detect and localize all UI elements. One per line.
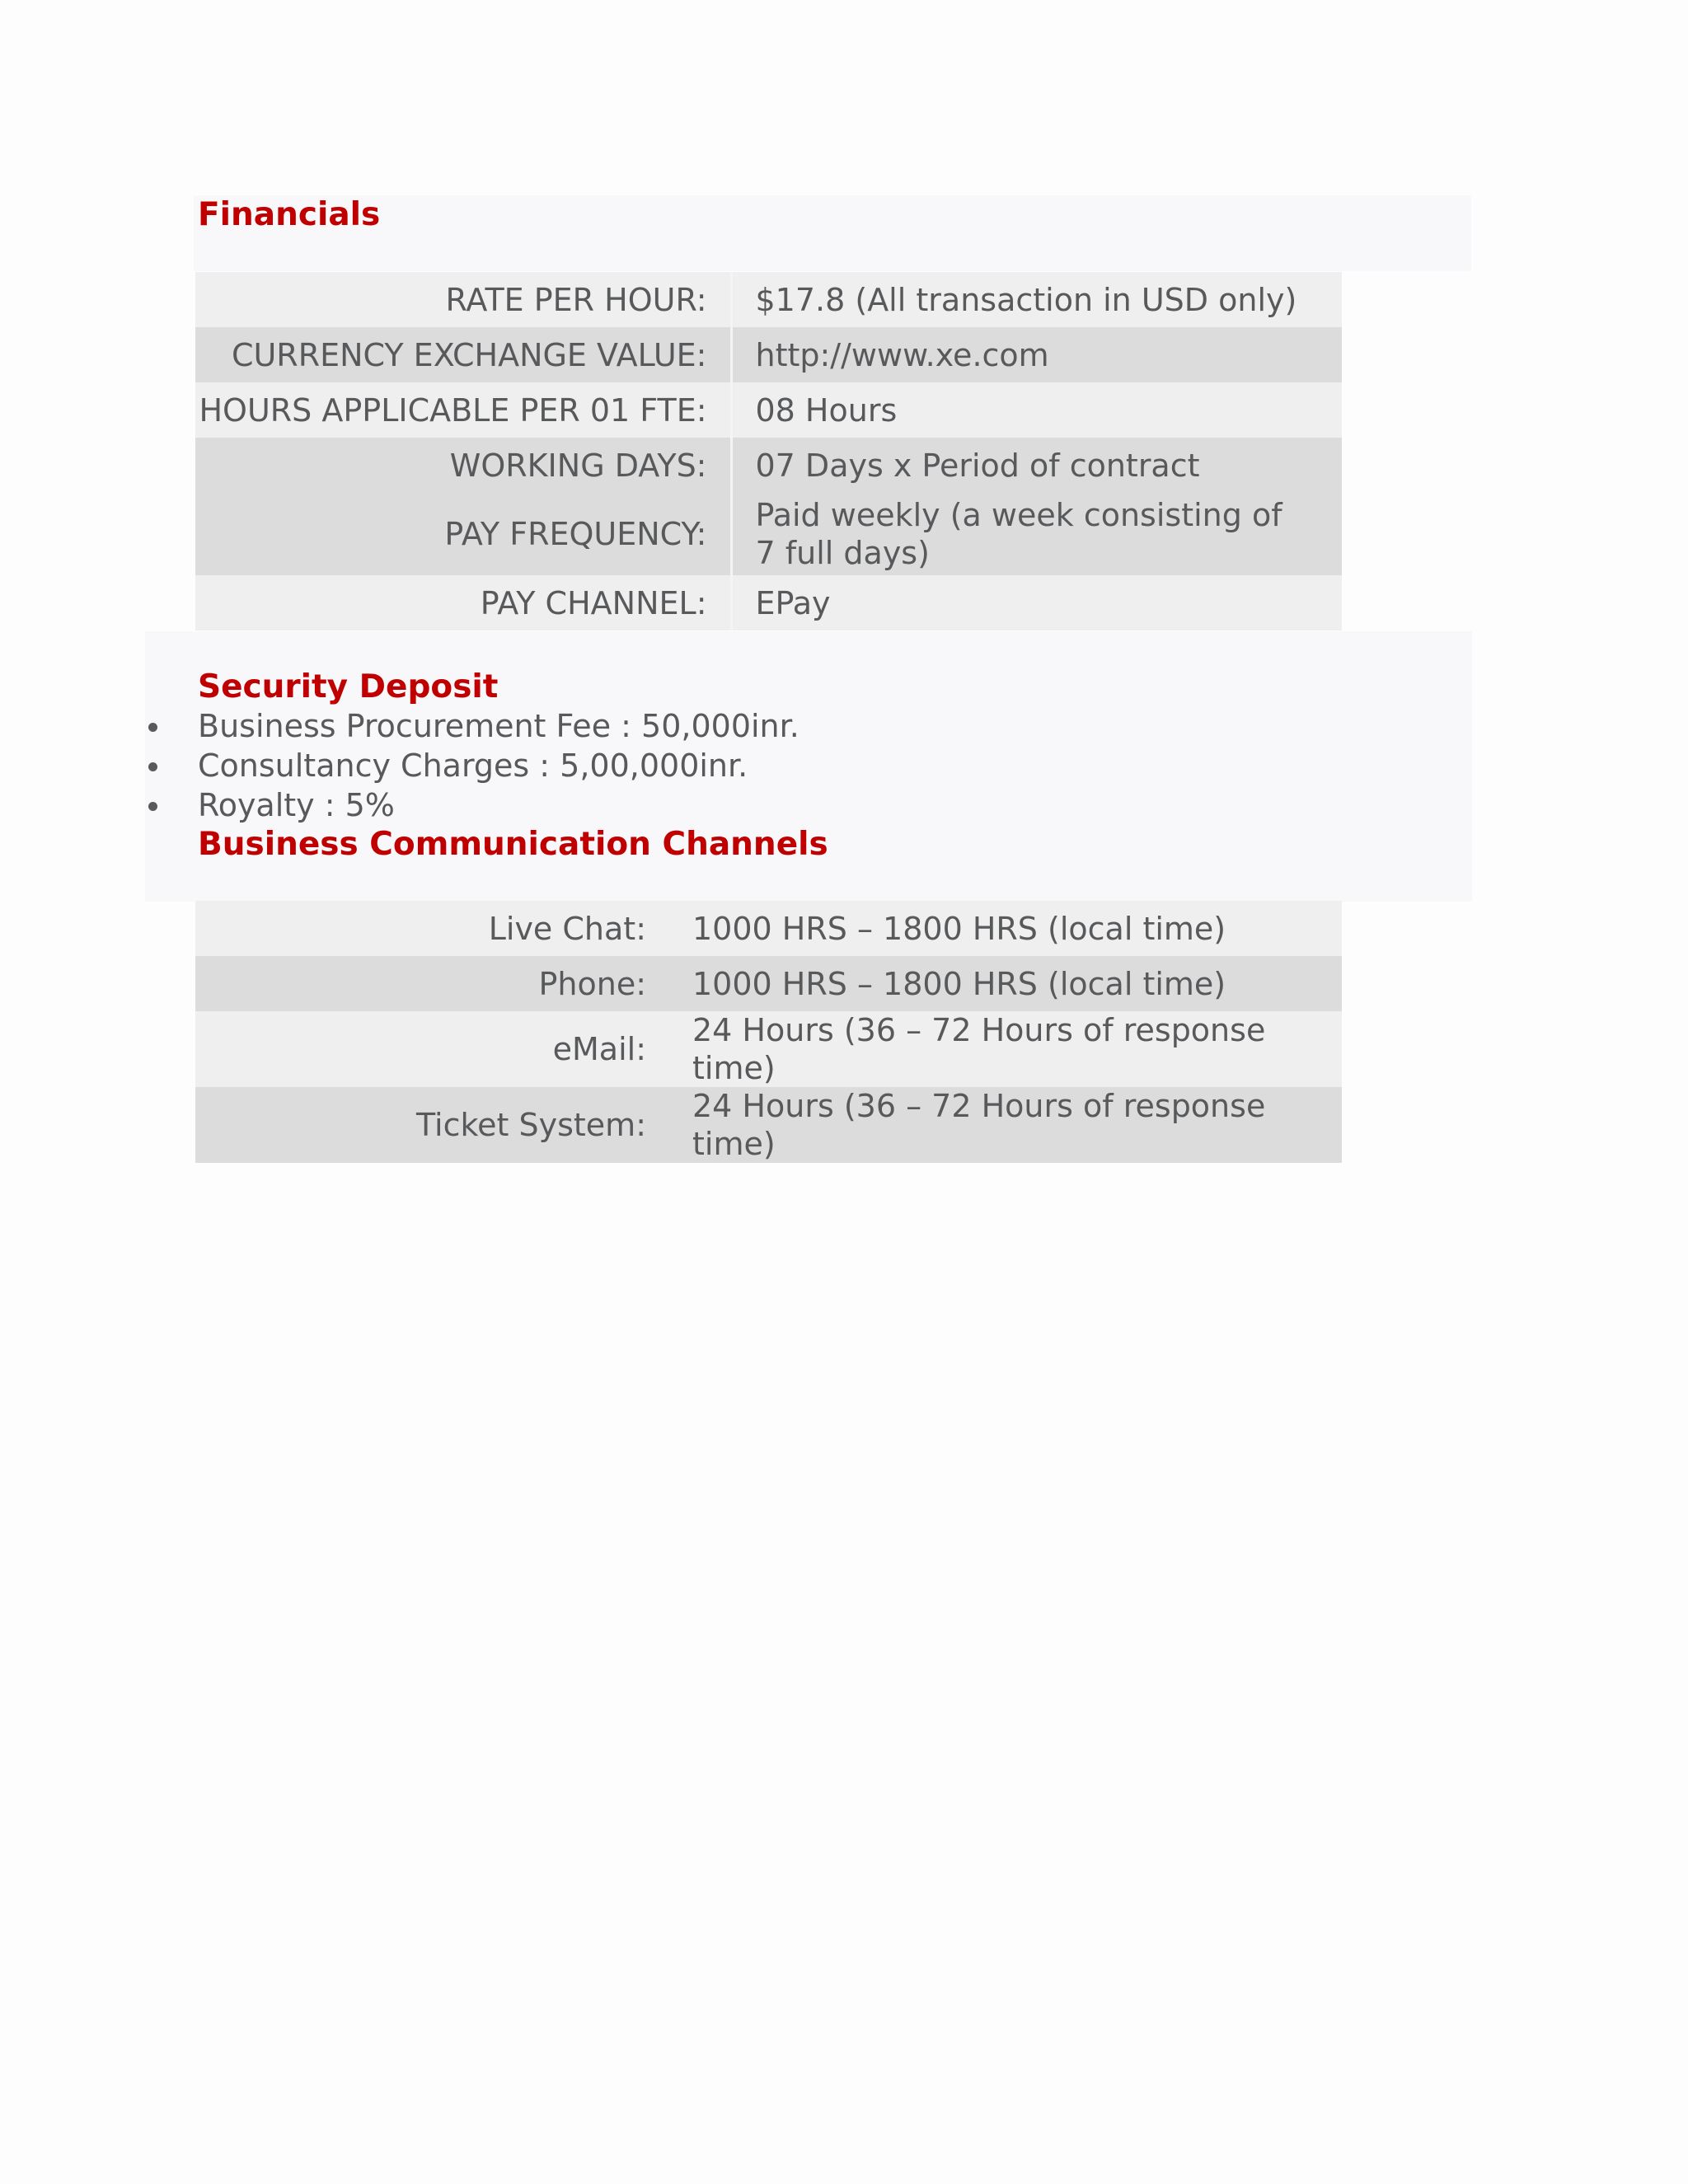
financials-table <box>195 272 1342 630</box>
table-row <box>195 493 1342 575</box>
bullet-icon <box>148 802 157 811</box>
pay-channel-label: PAY CHANNEL: <box>195 575 731 630</box>
working-days-label: WORKING DAYS: <box>195 438 731 493</box>
live-chat-value: 1000 HRS – 1800 HRS (local time) <box>692 910 1226 947</box>
table-row <box>195 956 1342 1011</box>
live-chat-label: Live Chat: <box>488 910 646 947</box>
rate-per-hour-value: $17.8 (All transaction in USD only) <box>755 281 1297 318</box>
bullet-icon <box>148 723 157 732</box>
table-row <box>195 901 1342 956</box>
hours-applicable-value: 08 Hours <box>755 391 898 429</box>
bullet-icon <box>148 762 157 771</box>
security-deposit-heading: Security Deposit <box>198 668 499 705</box>
email-value: 24 Hours (36 – 72 Hours of response time) <box>692 1012 1266 1086</box>
ticket-system-label: Ticket System: <box>415 1107 646 1143</box>
hours-applicable-label: HOURS APPLICABLE PER 01 FTE: <box>195 382 731 438</box>
communication-table <box>195 901 1342 1163</box>
email-label: eMail: <box>552 1031 646 1067</box>
currency-exchange-value: http://www.xe.com <box>755 336 1049 373</box>
phone-label: Phone: <box>538 965 646 1002</box>
pay-channel-value: EPay <box>755 584 831 621</box>
currency-exchange-label: CURRENCY EXCHANGE VALUE: <box>195 327 731 382</box>
table-row <box>195 382 1342 438</box>
pay-frequency-value: Paid weekly (a week consisting of 7 full days) <box>755 497 1282 571</box>
table-row <box>195 438 1342 493</box>
rate-per-hour-label: RATE PER HOUR: <box>195 272 731 327</box>
table-row <box>195 1087 1342 1163</box>
list-item-text: Royalty : 5% <box>198 787 395 823</box>
pay-frequency-label: PAY FREQUENCY: <box>195 493 731 575</box>
table-row <box>195 327 1342 382</box>
list-item <box>0 746 799 785</box>
security-deposit-list <box>0 706 799 825</box>
phone-value: 1000 HRS – 1800 HRS (local time) <box>692 965 1226 1002</box>
financials-heading-band <box>194 195 1471 271</box>
list-item-text: Consultancy Charges : 5,00,000inr. <box>198 748 748 784</box>
table-row <box>195 1011 1342 1087</box>
financials-heading: Financials <box>198 196 381 233</box>
ticket-system-value: 24 Hours (36 – 72 Hours of response time) <box>692 1088 1266 1162</box>
working-days-value: 07 Days x Period of contract <box>755 447 1200 484</box>
list-item-text: Business Procurement Fee : 50,000inr. <box>198 708 799 744</box>
table-row <box>195 272 1342 327</box>
communication-heading: Business Communication Channels <box>198 826 828 863</box>
list-item <box>0 785 799 825</box>
table-row <box>195 575 1342 630</box>
list-item <box>0 706 799 746</box>
